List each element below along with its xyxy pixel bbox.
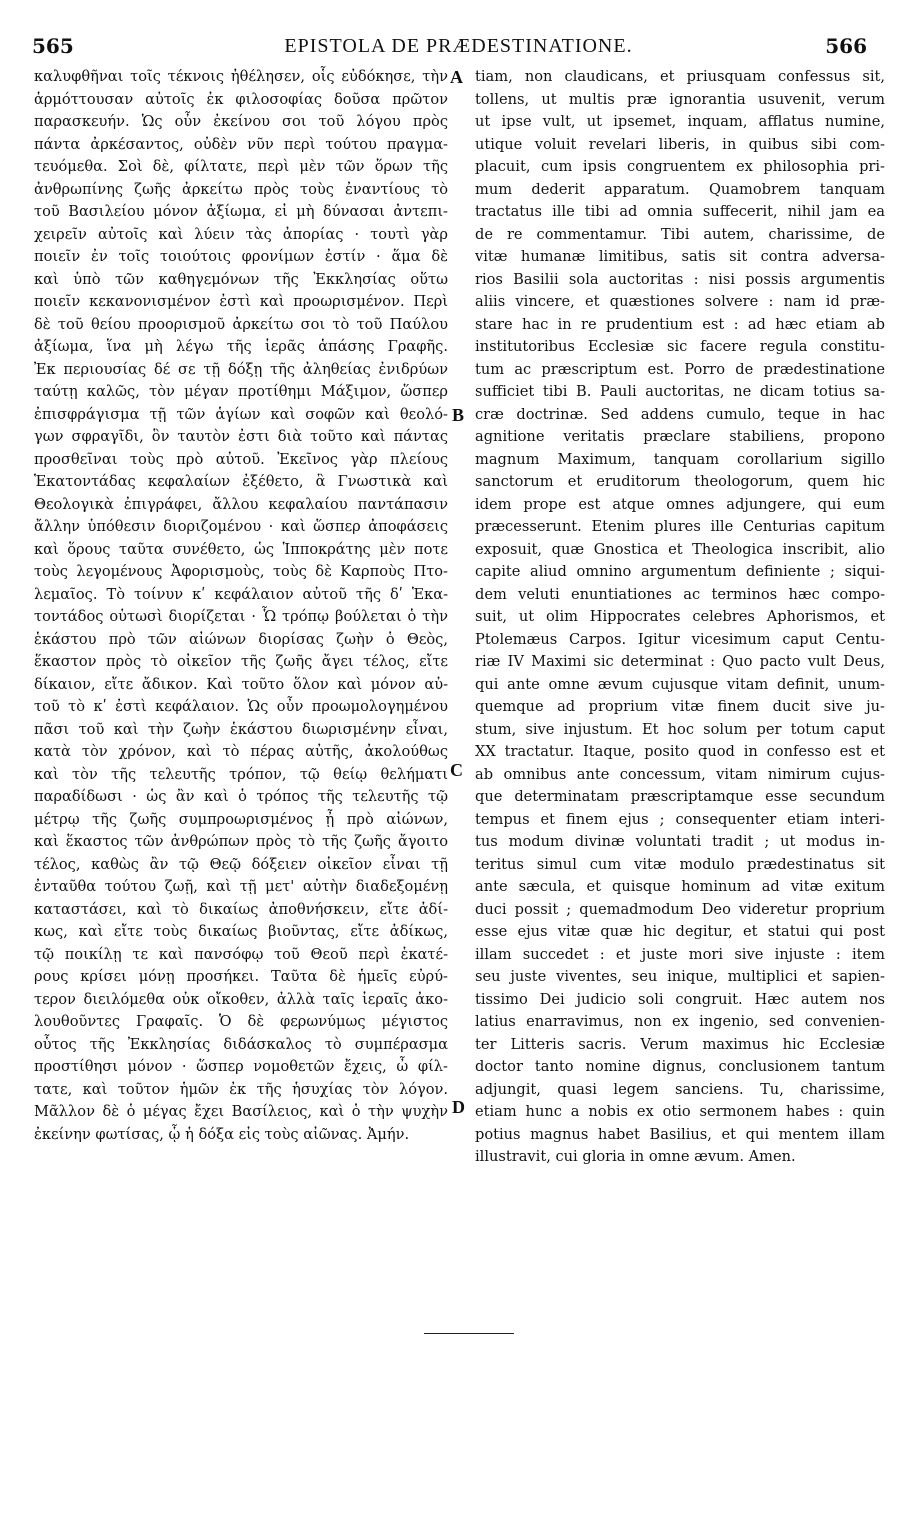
greek-text-line: τέλος, καθὼς ἂν τῷ Θεῷ δόξειεν οἰκεῖον εἶναι τῇ bbox=[34, 855, 448, 873]
latin-text-line: esse ejus vitæ quæ hic degitur, et statui qui post bbox=[475, 923, 885, 940]
latin-text-line: mum dederit apparatum. Quamobrem tanquam bbox=[475, 180, 885, 198]
greek-text-line: καλυφθῆναι τοῖς τέκνοις ἠθέλησεν, οἷς εὐδόκησε, τὴν bbox=[34, 68, 448, 85]
section-marker-c: C bbox=[450, 760, 463, 780]
greek-text-line: τοῦ τὸ κʹ ἐστὶ κεφάλαιον. Ὡς οὖν προωμολογημένου bbox=[34, 698, 448, 715]
greek-text-line: δὲ τοῦ θείου προορισμοῦ ἀρκείτω σοι τὸ τοῦ Παύλου bbox=[34, 315, 448, 333]
page-header bbox=[0, 0, 917, 64]
latin-text-line: rios Basilii sola auctoritas : nisi possis argumentis bbox=[475, 270, 885, 288]
latin-text-line: ter Litteris sacris. Verum maximus hic Ecclesiæ bbox=[475, 1035, 885, 1053]
latin-column bbox=[475, 66, 885, 1169]
latin-text-line: tollens, ut multis præ ignorantia usuvenit, verum bbox=[475, 90, 885, 108]
latin-text-line: qui ante omne ævum cujusque vitam definit, unum- bbox=[475, 675, 885, 693]
greek-text-line: Μᾶλλον δὲ ὁ μέγας ἔχει Βασίλειος, καὶ ὁ τὴν ψυχὴν bbox=[34, 1103, 448, 1120]
greek-text-line: λουθοῦντες Γραφαῖς. Ὁ δὲ φερωνύμως μέγιστος bbox=[34, 1013, 448, 1030]
latin-text-line: vitæ humanæ limitibus, satis sit contra adversa- bbox=[475, 248, 885, 265]
latin-text-line: aliis vincere, et quæstiones solvere : nam id præ- bbox=[475, 293, 885, 310]
greek-text-line: τερον διειλόμεθα οὐκ οἴκοθεν, ἀλλὰ ταῖς ἱεραῖς ἀκο- bbox=[34, 990, 448, 1008]
latin-text-line: teritus simul cum vitæ modulo prædestinatus sit bbox=[475, 855, 885, 873]
greek-text-line: ποιεῖν κεκανονισμένον ἐστὶ καὶ προωρισμένον. Περὶ bbox=[34, 293, 448, 310]
page-number-left: 565 bbox=[32, 34, 74, 58]
greek-text-line: πάντα ἀρκέσαντος, οὐδὲν νῦν περὶ τούτου πραγμα- bbox=[34, 135, 448, 153]
latin-text-line: quemque ad proprium vitæ finem ducit sive ju- bbox=[475, 698, 885, 715]
latin-text-line: utique voluit revelari liberis, in quibus sibi com- bbox=[475, 135, 885, 153]
greek-text-line: πᾶσι τοῦ καὶ τὴν ζωὴν ἑκάστου διωρισμένην εἶναι, bbox=[34, 720, 448, 738]
latin-text-line: illustravit, cui gloria in omne ævum. Amen. bbox=[475, 1148, 796, 1165]
greek-text-line: ταύτῃ καλῶς, τὸν μέγαν προτίθημι Μάξιμον, ὥσπερ bbox=[34, 383, 448, 400]
greek-text-line: καὶ ὑπὸ τῶν καθηγεμόνων τῆς Ἐκκλησίας οὕτω bbox=[34, 270, 448, 288]
greek-text-line: κως, καὶ εἴτε τοὺς δικαίως βιοῦντας, εἴτε ἀδίκως, bbox=[34, 923, 448, 940]
latin-text-line: Ptolemæus Carpos. Igitur vicesimum caput Centu- bbox=[475, 630, 885, 648]
greek-text-line: μέτρῳ τῆς ζωῆς συμπροωρισμένος ᾖ πρὸ αἰώνων, bbox=[34, 810, 448, 828]
latin-text-line: dem veluti enuntiationes ac terminos hæc compo- bbox=[475, 585, 885, 603]
greek-text-line: καὶ ἕκαστος τῶν ἀνθρώπων πρὸς τὸ τῆς ζωῆς ἄγοιτο bbox=[34, 833, 448, 850]
latin-text-line: doctor tanto nomine dignus, conclusionem tantum bbox=[475, 1058, 885, 1075]
latin-text-line: capite aliud omnino argumentum definiente ; siqui- bbox=[475, 563, 885, 580]
greek-text-line: καὶ τὸν τῆς τελευτῆς τρόπον, τῷ θείῳ θελήματι bbox=[34, 765, 448, 783]
greek-text-line: τατε, καὶ τοῦτον ἡμῶν ἐκ τῆς ἡσυχίας τὸν λόγον. bbox=[34, 1080, 448, 1098]
latin-text-line: riæ IV Maximi sic determinat : Quo pacto vult Deus, bbox=[475, 653, 885, 670]
latin-text-line: exposuit, quæ Gnostica et Theologica inscribit, alio bbox=[475, 540, 885, 558]
greek-text-line: λεμαῖος. Τὸ τοίνυν κʹ κεφάλαιον αὐτοῦ τῆς δʹ Ἑκα- bbox=[34, 585, 448, 603]
greek-text-line: Ἐκ περιουσίας δέ σε τῇ δόξῃ τῆς ἀληθείας ἐνιδρύων bbox=[34, 360, 448, 378]
greek-text-line: ἑκάστου πρὸ τῶν αἰώνων διορίσας ζωὴν ὁ Θεὸς, bbox=[34, 630, 448, 648]
greek-text-line: ἐπισφράγισμα τῇ τῶν ἁγίων καὶ σοφῶν καὶ θεολό- bbox=[34, 405, 448, 423]
greek-text-line: Θεολογικὰ ἐπιγράφει, ἄλλου κεφαλαίου παντάπασιν bbox=[34, 495, 448, 513]
latin-text-line: tractatus ille tibi ad omnia suffecerit, nihil jam ea bbox=[475, 203, 885, 220]
greek-text-line: τοὺς λεγομένους Ἀφορισμοὺς, τοὺς δὲ Καρποὺς Πτο- bbox=[34, 563, 448, 580]
latin-text-line: suit, ut olim Hippocrates celebres Aphorismos, et bbox=[475, 608, 885, 625]
greek-text-line: καὶ ὅρους ταῦτα συνέθετο, ὡς Ἱπποκράτης μὲν ποτε bbox=[34, 540, 448, 558]
greek-text-line: προσθεῖναι τοὺς πρὸ αὐτοῦ. Ἐκεῖνος γὰρ πλείους bbox=[34, 450, 448, 468]
greek-text-line: ἕκαστον πρὸς τὸ οἰκεῖον τῆς ζωῆς ἄγει τέλος, εἴτε bbox=[34, 653, 448, 670]
latin-text-line: de re commentamur. Tibi autem, charissime, de bbox=[475, 225, 885, 243]
latin-text-line: institutoribus Ecclesiæ sic facere regula constitu- bbox=[475, 338, 885, 355]
latin-text-line: præcesserunt. Etenim plures ille Centurias capitum bbox=[475, 518, 885, 535]
latin-text-line: ut ipse vult, ut ipsemet, inquam, afflatus numine, bbox=[475, 113, 885, 130]
greek-text-line: καταστάσει, καὶ τὸ δικαίως ἀποθνήσκειν, εἴτε ἀδί- bbox=[34, 900, 448, 918]
latin-text-line: agnitione veritatis præclare stabiliens, propono bbox=[475, 428, 885, 445]
greek-text-line: τοντάδος οὑτωσὶ διορίζεται · Ὧ τρόπῳ βούλεται ὁ τὴν bbox=[34, 608, 448, 625]
latin-text-line: seu juste viventes, seu inique, multiplici et sapien- bbox=[475, 968, 885, 985]
greek-text-line: παραδίδωσι · ὡς ἂν καὶ ὁ τρόπος τῆς τελευτῆς τῷ bbox=[34, 788, 448, 805]
greek-text-line: κατὰ τὸν χρόνον, καὶ τὸ πέρας αὐτῆς, ἀκολούθως bbox=[34, 743, 448, 760]
latin-text-line: tempus et finem ejus ; consequenter etiam interi- bbox=[475, 810, 885, 828]
running-title: EPISTOLA DE PRÆDESTINATIONE. bbox=[284, 35, 633, 57]
page-number-right: 566 bbox=[825, 34, 867, 58]
greek-text-line: ποιεῖν ἐν τοῖς τοιούτοις φρονίμων ἐστίν · ἅμα δὲ bbox=[34, 248, 448, 265]
latin-text-line: ab omnibus ante concessum, vitam nimirum cujus- bbox=[475, 765, 885, 783]
latin-text-line: cræ doctrinæ. Sed addens cumulo, teque in hac bbox=[475, 405, 885, 423]
latin-text-line: latius enarravimus, non ex ingenio, sed convenien- bbox=[475, 1013, 885, 1030]
latin-text-line: sufficiet tibi B. Pauli auctoritas, ne dicam totius sa- bbox=[475, 383, 885, 400]
greek-text-line: χειρεῖν αὐτοῖς καὶ λύειν τὰς ἀπορίας · τουτὶ γὰρ bbox=[34, 225, 448, 243]
greek-text-line: οὗτος τῆς Ἐκκλησίας διδάσκαλος τὸ συμπέρασμα bbox=[34, 1035, 448, 1053]
greek-text-line: τοῦ Βασιλείου μόνον ἀξίωμα, εἰ μὴ δύνασαι ἀντεπι- bbox=[34, 203, 448, 220]
greek-text-line: ἄλλην ὑπόθεσιν διοριζομένου · καὶ ὥσπερ ἀποφάσεις bbox=[34, 518, 448, 535]
greek-text-line: ἀνθρωπίνης ζωῆς ἀρκείτω πρὸς τοὺς ἐναντίους τὸ bbox=[34, 180, 448, 198]
greek-column bbox=[34, 66, 448, 1146]
greek-text-line: τευόμεθα. Σοὶ δὲ, φίλτατε, περὶ μὲν τῶν ὅρων τῆς bbox=[34, 158, 448, 175]
latin-text-line: tum ac præscriptum est. Porro de prædestinatione bbox=[475, 360, 885, 378]
section-marker-d: D bbox=[452, 1097, 465, 1117]
section-marker-b: B bbox=[452, 405, 465, 425]
greek-text-line: τῷ ποικίλῃ τε καὶ πανσόφῳ τοῦ Θεοῦ περὶ ἑκατέ- bbox=[34, 945, 448, 963]
latin-text-line: illam succedet : et juste mori sive injuste : item bbox=[475, 945, 885, 963]
latin-text-line: idem prope est atque omnes adjungere, qui eum bbox=[475, 495, 885, 513]
greek-text-line: γων σφραγῖδι, ὃν ταυτὸν ἐστι διὰ τοῦτο καὶ πάντας bbox=[34, 428, 448, 445]
latin-text-line: tiam, non claudicans, et priusquam confessus sit, bbox=[475, 68, 885, 85]
latin-text-line: stum, sive injustum. Et hoc solum per totum caput bbox=[475, 720, 885, 738]
latin-text-line: adjungit, quasi legem sanciens. Tu, charissime, bbox=[475, 1080, 885, 1098]
latin-text-line: duci possit ; quemadmodum Deo videretur proprium bbox=[475, 900, 885, 918]
latin-text-line: stare hac in re prudentium est : ad hæc etiam ab bbox=[475, 315, 885, 333]
latin-text-line: tissimo Dei judicio soli congruit. Hæc autem nos bbox=[475, 990, 885, 1008]
greek-text-line: προστίθησι μόνον · ὥσπερ νομοθετῶν ἔχεις, ὦ φίλ- bbox=[34, 1058, 448, 1075]
greek-text-line: ἐνταῦθα τούτου ζωῇ, καὶ τῇ μετ' αὐτὴν διαδεξομένῃ bbox=[34, 878, 448, 895]
greek-text-line: ἀξίωμα, ἵνα μὴ λέγω τῆς ἱερᾶς ἁπάσης Γραφῆς. bbox=[34, 338, 448, 355]
greek-text-line: Ἑκατοντάδας κεφαλαίων ἐξέθετο, ἃ Γνωστικὰ καὶ bbox=[34, 473, 448, 490]
latin-text-line: ante sæcula, et quisque hominum ad vitæ exitum bbox=[475, 878, 885, 895]
latin-text-line: tus modum divinæ voluntati tradit ; ut modus in- bbox=[475, 833, 885, 850]
latin-text-line: que determinatam præscriptamque esse secundum bbox=[475, 788, 885, 805]
latin-text-line: XX tractatur. Itaque, posito quod in confesso est et bbox=[475, 743, 885, 760]
latin-text-line: sanctorum et eruditorum theologorum, quem hic bbox=[475, 473, 885, 490]
greek-text-line: ρους κρίσει μόνῃ προσήκει. Ταῦτα δὲ ἡμεῖς εὐρύ- bbox=[34, 968, 448, 985]
end-rule bbox=[424, 1333, 514, 1334]
greek-text-line: ἐκείνην φωτίσας, ᾧ ἡ δόξα εἰς τοὺς αἰῶνας. Ἀμήν. bbox=[34, 1125, 410, 1143]
latin-text-line: magnum Maximum, tanquam corollarium sigillo bbox=[475, 450, 885, 468]
greek-text-line: ἁρμόττουσαν αὐτοῖς ἐκ φιλοσοφίας δοῦσα πρῶτον bbox=[34, 90, 448, 108]
latin-text-line: placuit, cum ipsis congruentem ex philosophia pri- bbox=[475, 158, 885, 175]
latin-text-line: potius magnus habet Basilius, et qui mentem illam bbox=[475, 1125, 885, 1143]
greek-text-line: παρασκευήν. Ὡς οὖν ἐκείνου σοι τοῦ λόγου πρὸς bbox=[34, 113, 448, 130]
latin-text-line: etiam hunc a nobis ex otio sermonem habes : quin bbox=[475, 1103, 885, 1120]
greek-text-line: δίκαιον, εἴτε ἄδικον. Καὶ τοῦτο ὅλον καὶ μόνον αὐ- bbox=[34, 675, 448, 693]
section-marker-a: A bbox=[450, 67, 463, 87]
